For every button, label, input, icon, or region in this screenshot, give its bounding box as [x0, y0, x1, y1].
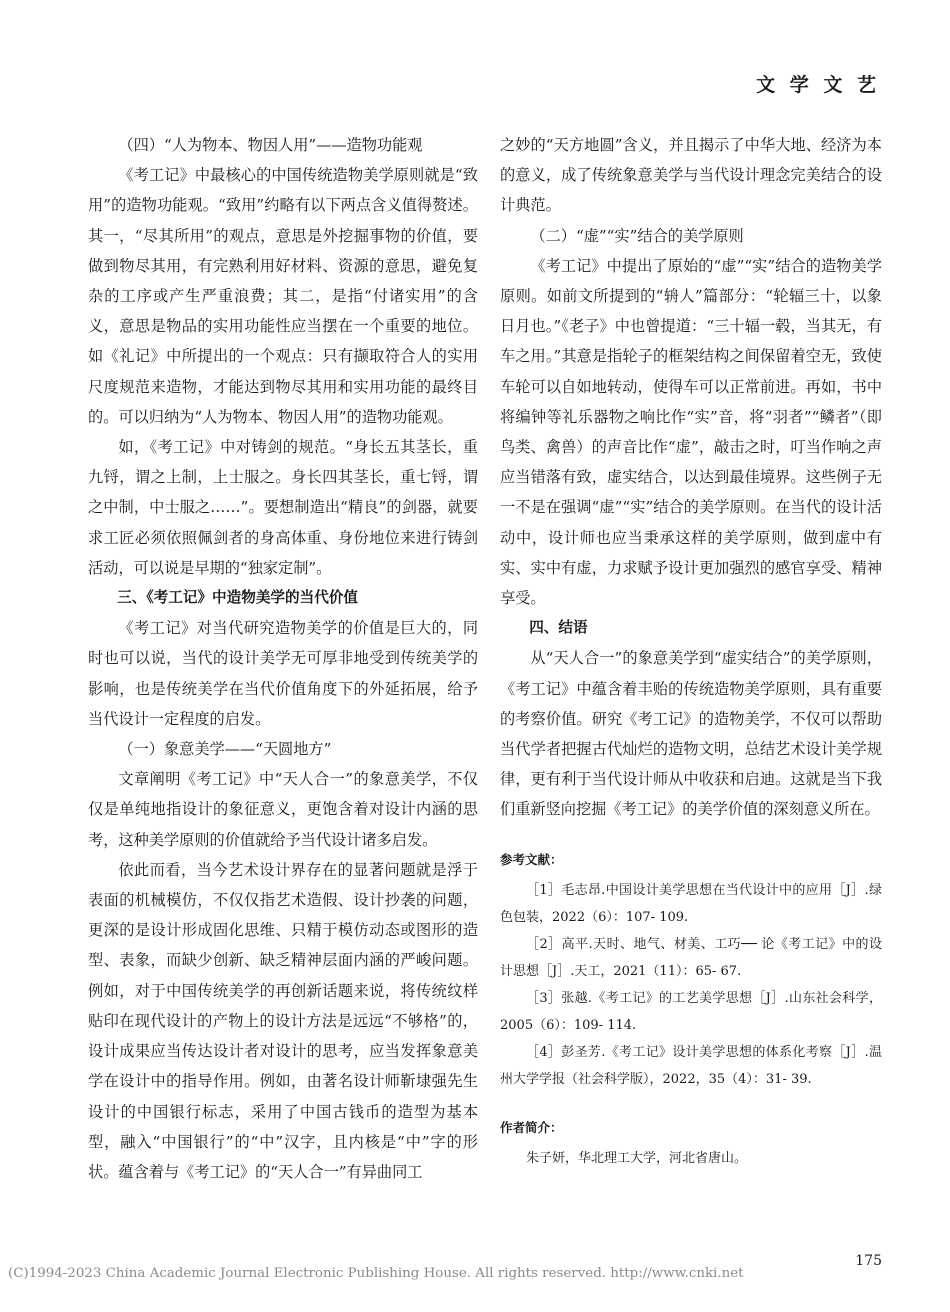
subsection-heading: （二）“虚”“实”结合的美学原则	[530, 226, 744, 245]
reference-item: ［1］毛志昂.中国设计美学思想在当代设计中的应用［J］.绿色包装，2022（6）：107- 109.	[500, 882, 882, 925]
author-heading: 作者简介：	[500, 1119, 563, 1135]
reference-item: ［2］高平.天时、地气、材美、工巧── 论《考工记》中的设计思想［J］.天工，2021（11）：65- 67.	[500, 936, 882, 979]
paragraph: 《考工记》中最核心的中国传统造物美学原则就是“致用”的造物功能观。“致用”约略有以下两点含义值得赘述。其一，“尽其所用”的观点，意思是外挖掘事物的价值，要做到物尽其用，有完熟利用好材料、资源的意思，避免复杂的工序或产生严重浪费；其二，是指“付诸实用”的含义，意思是物品的实用功能性应当摆在一个重要的地位。如《礼记》中所提出的一个观点：只有撷取符合人的实用尺度规范来造物，才能达到物尽其用和实用功能的最终目的。可以归纳为“人为物本、物因人用”的造物功能观。	[88, 166, 478, 426]
paragraph: 如，《考工记》中对铸剑的规范。“身长五其茎长，重九锊，谓之上制，上士服之。身长四其茎长，重七锊，谓之中制，中士服之……”。要想制造出“精良”的剑器，就要求工匠必须依照佩剑者的身高体重、身份地位来进行铸剑活动，可以说是早期的“独家定制”。	[88, 438, 478, 577]
section-heading: 四、结语	[529, 619, 588, 637]
section-heading: 三、《考工记》中造物美学的当代价值	[117, 589, 358, 607]
paragraph: 文章阐明《考工记》中“天人合一”的象意美学，不仅仅是单纯地指设计的象征意义，更饱含着对设计内涵的思考，这种美学原则的价值就给予当代设计诸多启发。	[88, 770, 478, 849]
references-heading: 参考文献：	[500, 851, 563, 867]
paragraph-continued: 之妙的“天方地圆”含义，并且揭示了中华大地、经济为本的意义，成了传统象意美学与当代设计理念完美结合的设计典范。	[500, 136, 882, 215]
subsection-heading: （四）“人为物本、物因人用”——造物功能观	[118, 136, 423, 154]
reference-item: ［3］张越.《考工记》的工艺美学思想［J］.山东社会科学，2005（6）：109- 114.	[500, 990, 882, 1033]
paragraph: 从“天人合一”的象意美学到“虚实结合”的美学原则，《考工记》中蕴含着丰贻的传统造物美学原则，具有重要的考察价值。研究《考工记》的造物美学，不仅可以帮助当代学者把握古代灿烂的造物文明，总结艺术设计美学规律，更有利于当代设计师从中收获和启迪。这就是当下我们重新竖向挖掘《考工记》的美学价值的深刻意义所在。	[500, 649, 882, 819]
reference-item: ［4］彭圣芳.《考工记》设计美学思想的体系化考察［J］.温州大学学报（社会科学版），2022，35（4）：31- 39.	[500, 1044, 882, 1087]
section-title: 文 学 文 艺	[756, 74, 880, 96]
paragraph: 《考工记》对当代研究造物美学的价值是巨大的，同时也可以说，当代的设计美学无可厚非地受到传统美学的影响，也是传统美学在当代价值角度下的外延拓展，给予当代设计一定程度的启发。	[88, 619, 478, 728]
paragraph: 《考工记》中提出了原始的“虚”“实”结合的造物美学原则。如前文所提到的“辀人”篇部分：“轮辐三十，以象日月也。”《老子》中也曾提道：“三十辐一毂，当其无，有车之用。”其意是指轮子的框架结构之间保留着空无，致使车轮可以自如地转动，使得车可以正常前进。再如，书中将编钟等礼乐器物之响比作“实”音，将“羽者”“鳞者”（即鸟类、禽兽）的声音比作“虚”，敲击之时，叮当作响之声应当错落有致，虚实结合，以达到最佳境界。这些例子无一不是在强调“虚”“实”结合的美学原则。在当代的设计活动中，设计师也应当秉承这样的美学原则，做到虚中有实、实中有虚，力求赋予设计更加强烈的感官享受、精神享受。	[500, 256, 882, 608]
paragraph: 依此而看，当今艺术设计界存在的显著问题就是浮于表面的机械模仿，不仅仅指艺术造假、设计抄袭的问题，更深的是设计形成固化思维、只精于模仿动态或图形的造型、表象，而缺少创新、缺乏精神层面内涵的严峻问题。例如，对于中国传统美学的再创新话题来说，将传统纹样贴印在现代设计的产物上的设计方法是远远“不够格”的，设计成果应当传达设计者对设计的思考，应当发挥象意美学在设计中的指导作用。例如，由著名设计师靳埭强先生设计的中国银行标志，采用了中国古钱币的造型为基本型，融入“中国银行”的“中”汉字，且内核是“中”字的形状。蕴含着与《考工记》的“天人合一”有异曲同工	[88, 860, 478, 1181]
left-column	[88, 130, 478, 1187]
subsection-heading: （一）象意美学——“天圆地方”	[118, 740, 332, 759]
author-info: 朱子妍，华北理工大学，河北省唐山。	[526, 1150, 748, 1166]
right-column	[500, 130, 882, 1172]
page-number: 175	[855, 1253, 882, 1269]
copyright-footer: (C)1994-2023 China Academic Journal Electronic Publishing House. All rights reserved. http://www.cnki.net	[8, 1266, 744, 1281]
